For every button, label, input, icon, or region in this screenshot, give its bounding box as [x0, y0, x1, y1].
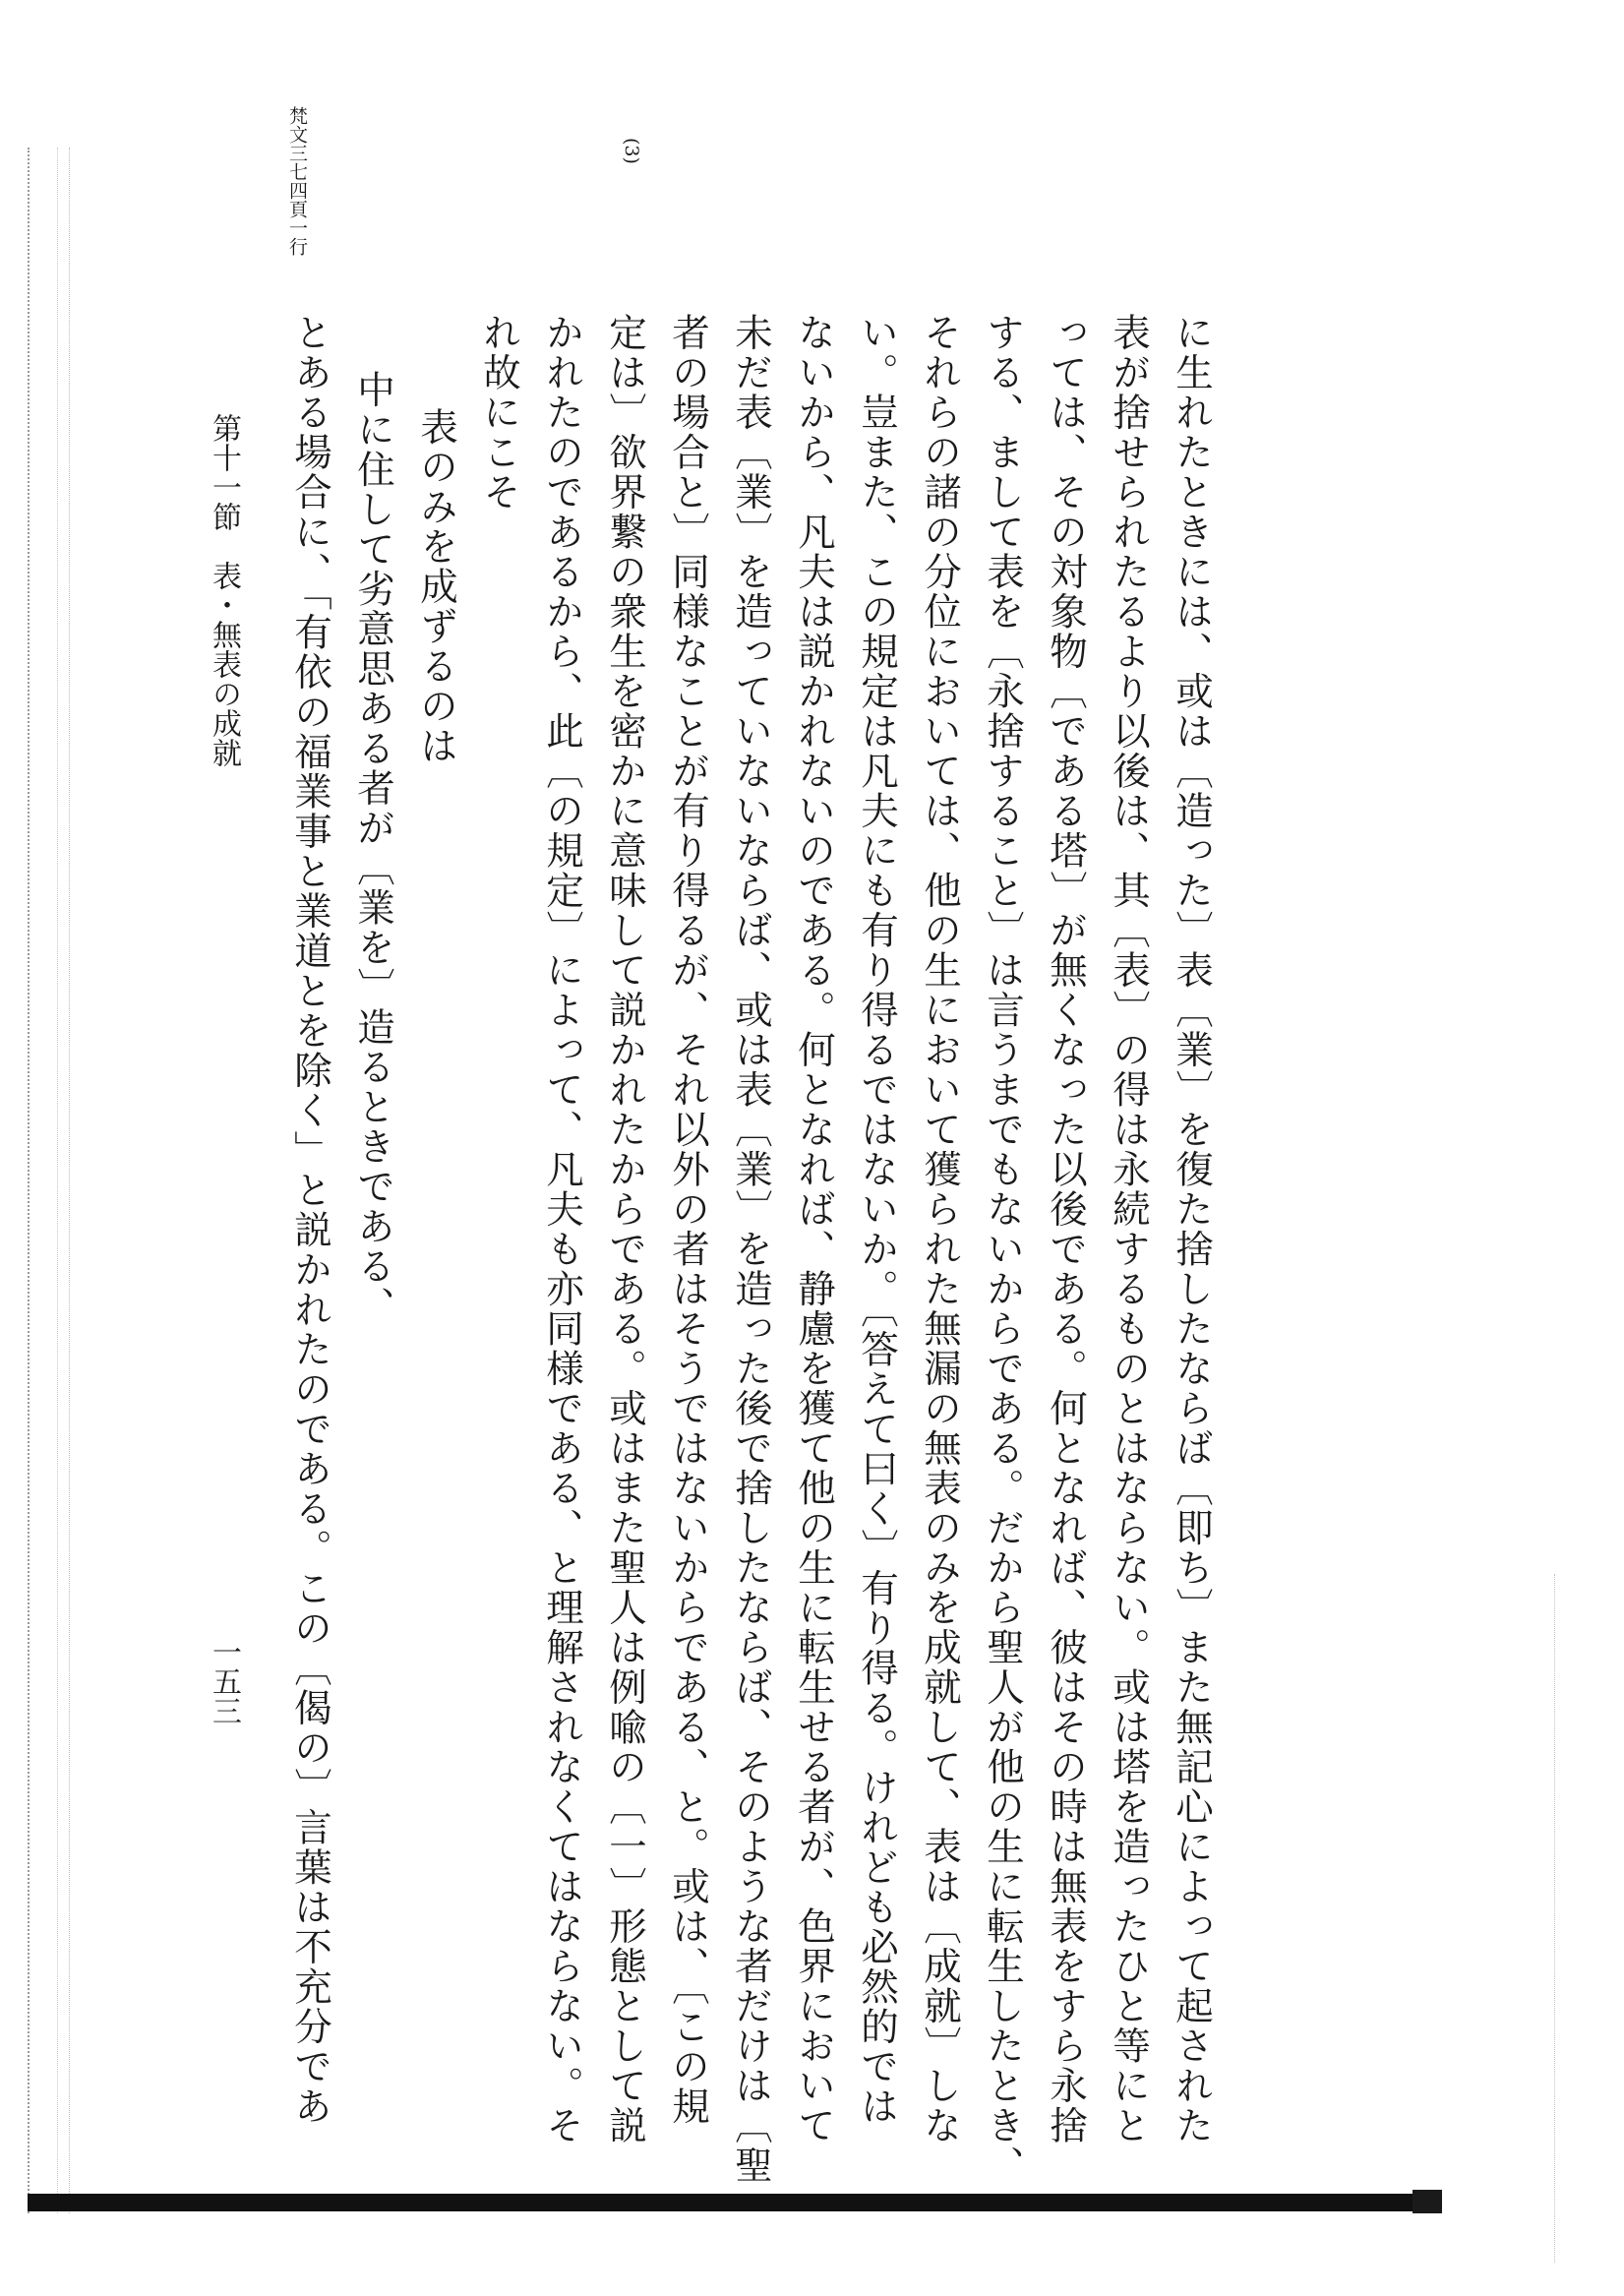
bottom-scan-edge: [28, 2194, 1438, 2211]
text-line-with-footnote: [593, 138, 656, 2145]
text-line: い。豈また、この規定は凡夫にも有り得るではないか。〔答えて曰く〕有り得る。けれども必然的では: [855, 313, 899, 2127]
binding-shadow: [28, 148, 70, 2213]
verse-line: 中に住して劣意思ある者が〔業を〕造るときである、: [351, 369, 395, 1326]
text-line: 者の場合と〕同様なことが有り得るが、それ以外の者はそうではないからである、と。或は、〔この規: [666, 313, 710, 2127]
scan-specks: [1554, 1574, 1555, 2263]
margin-note: 梵文三七四頁一行: [286, 106, 308, 256]
text-line: 定は〕欲界繋の衆生を密かに意味して説かれたからである。或はまた聖人は例喩の〔一〕形態として説: [603, 313, 647, 2145]
text-line: とある場合に、「有依の福業事と業道とを除く」と説かれたのである。この〔偈の〕言葉は不充分であ: [288, 313, 332, 2127]
verse-line: 表のみを成ずるのは: [414, 407, 458, 766]
text-line: れ故にこそ: [477, 313, 521, 513]
text-line: する、まして表を〔永捨すること〕は言うまでもないからである。だから聖人が他の生に転生したとき、: [981, 313, 1025, 2186]
text-line: かれたのであるから、此〔の規定〕によって、凡夫も亦同様である、と理解されなくてはならない。そ: [540, 313, 584, 2145]
text-line-with-margin-note: [278, 106, 341, 2127]
text-line: っては、その対象物〔である塔〕が無くなった以後である。何となれば、彼はその時は無表をすら永捨: [1044, 313, 1088, 2145]
text-line: 表が捨せられたるより以後は、其〔表〕の得は永続するものとはならない。或は塔を造ったひと等にと: [1107, 313, 1151, 2145]
running-head: 第十一節 表・無表の成就: [207, 413, 241, 767]
binding-shadow-inner: [57, 148, 58, 2213]
bottom-scan-edge-end: [1413, 2190, 1442, 2213]
text-line: 未だ表〔業〕を造っていないならば、或は表〔業〕を造った後で捨したならば、そのような者だけは〔聖: [729, 313, 773, 2186]
page-footer-block: [192, 413, 255, 1725]
text-line: に生れたときには、或は〔造った〕表〔業〕を復た捨したならば〔即ち〕また無記心によって起された: [1170, 313, 1214, 2145]
main-text-block: [278, 106, 1223, 2186]
text-line: それらの諸の分位においては、他の生において獲られた無漏の無表のみを成就して、表は〔成就〕しな: [918, 313, 962, 2145]
page-number: 一五三: [207, 1637, 241, 1725]
footnote-reference: (3): [621, 138, 642, 164]
text-line: ないから、凡夫は説かれないのである。何となれば、静慮を獲て他の生に転生せる者が、色界において: [792, 313, 836, 2145]
